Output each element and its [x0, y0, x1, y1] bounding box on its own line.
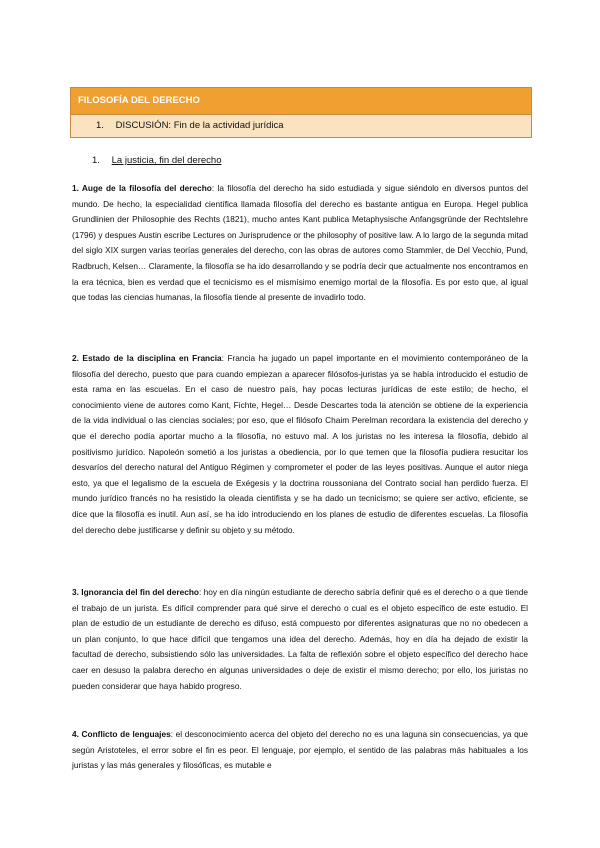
- paragraph-4: [72, 727, 528, 774]
- subtitle-text: DISCUSIÓN: Fin de la actividad jurídica: [115, 120, 284, 131]
- paragraph-4-heading: 4. Conflicto de lenguajes: [72, 729, 171, 739]
- paragraph-1-heading: 1. Auge de la filosofía del derecho: [72, 183, 212, 193]
- subtitle-number: 1.: [96, 120, 104, 131]
- paragraph-2-text: : Francia ha jugado un papel importante en el movimiento contemporáneo de la filosofía del derecho, puesto que para cuando empiezan a aparecer filósofos-juristas ya se había introducido el estudio de esta rama en las escuelas. En el caso de nuestro país, hay pocas lecturas jurídicas de este estilo; de hecho, el conocimiento viene de autores como Kant, Fichte, Hegel… Desde Descartes toda la atención se obtiene de la experiencia de la vida individual o las ciencias sociales; por eso, que el filósofo Chaim Perelman recordara la existencia del derecho y que el derecho podía aportar mucho a la filosofía, no estuvo mal. A los juristas no les interesa la filosofía, debido al positivismo jurídico. Napoleón sometió a los juristas a obediencia, por lo que temen que la filosofía pudiera resucitar los desvaríos del derecho natural del Antiguo Régimen y comprometer el poder de las leyes positivas. Aunque el autor niega esto, ya que el legalismo de la escuela de Exégesis y la doctrina roussoniana del Contrato social han perdido fuerza. El mundo jurídico francés no ha resistido la oleada cientifista y se ha dado un tecnicismo; se quiere ser activo, eficiente, se dice que la filosofía es inutil. Aun así, se ha ido introduciendo en los planes de estudio de diferentes escuelas. La filosofía del derecho debe justificarse y definir su objeto y su método.: [72, 353, 528, 535]
- paragraph-1: [72, 181, 528, 306]
- paragraph-1-text: : la filosofía del derecho ha sido estudiada y sigue siéndolo en diversos puntos del mundo. De hecho, la especialidad científica llamada filosofía del derecho es bastante antigua en Europa. Hegel publica Grundlinien der Philosophie des Rechts (1821), mucho antes Kant publica Metaphysische Anfangsgründe der Rechtslehre (1796) y despues Austin escribe Lectures on Jurisprudence or the philosophy of positive law. A lo largo de la segunda mitad del siglo XIX surgen varias teorías generales del derecho, con las obras de autores como Stammler, de Del Vecchio, Pund, Radbruch, Kelsen… Claramente, la filosofía se ha ido desarrollando y se podría decir que actualmente nos encontramos en la era técnica, bien es verdad que el tecnicismo es el mismísimo enemigo mortal de la filosofía. Es por esto que, al igual que todas las ciencias humanas, la filosofía tiende al presente de invadirlo todo.: [72, 183, 528, 303]
- section-number: 1.: [92, 155, 100, 166]
- paragraph-2-heading: 2. Estado de la disciplina en Francia: [72, 353, 222, 363]
- paragraph-2: [72, 351, 528, 538]
- section-heading: [92, 155, 221, 166]
- section-title: La justicia, fin del derecho: [111, 155, 222, 166]
- paragraph-3-heading: 3. Ignorancia del fin del derecho: [72, 587, 199, 597]
- paragraph-3: [72, 585, 528, 694]
- paragraph-3-text: : hoy en día ningún estudiante de derecho sabría definir qué es el derecho o a que tiende el trabajo de un jurista. Es difícil comprender para qué sirve el derecho o cual es el objeto específico de este estudio. El plan de estudio de un estudiante de derecho es difuso, está compuesto por diferentes asignaturas que no no obedecen a un plan conjunto, lo que hace difícil que tengamos una idea del derecho. Además, hoy en día ha dejado de existir la facultad de derecho, subsistiendo sólo las universidades. La falta de reflexión sobre el objeto específico del derecho hace caer en desuso la palabra derecho en algunas universidades o deje de existir el mismo derecho; por ello, los juristas no pueden considerar que haya habido progreso.: [72, 587, 528, 691]
- paragraph-4-text: : el desconocimiento acerca del objeto del derecho no es una laguna sin consecuencias, ya que según Aristoteles, el error sobre el fin es peor. El lenguaje, por ejemplo, el sentido de las palabras más habituales a los juristas y las más generales y filosóficas, es mutable e: [72, 729, 528, 771]
- discussion-subtitle: [71, 115, 531, 137]
- course-title: FILOSOFÍA DEL DERECHO: [71, 88, 531, 115]
- header-table: [70, 87, 532, 138]
